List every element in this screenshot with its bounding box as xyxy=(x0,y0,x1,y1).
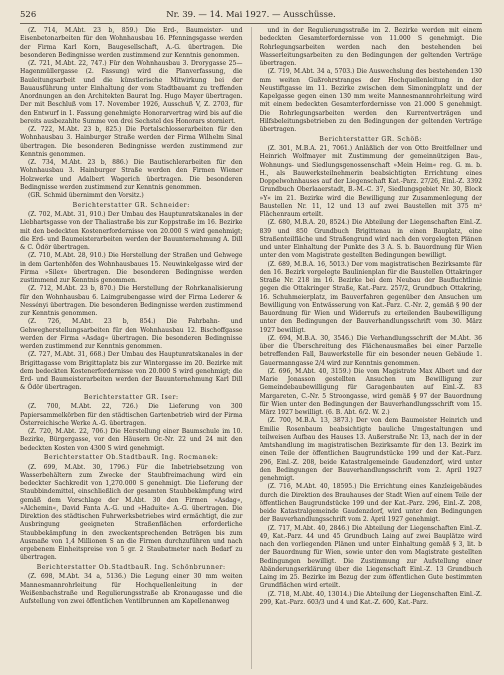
section-heading: Berichterstatter Ob.StadtbauR. Ing. Schönbrunner: xyxy=(36,564,226,571)
paragraph: (Z. 702, M.Abt. 31, 910.) Der Umbau des Hauptunratskanales in der Liebhartsgasse von der Thaliastraße bis zur Koppstraße im 16. Bezirke mit den bedeckten Kostenerfordernisse von 20.000 S wird genehmigt; die Erd- und Baumeisterarbeiten werden der Bauunternehmung A. Dill & C. Ödör übertragen. xyxy=(20,211,243,251)
paragraph: (Z. 680, M.B.A. 20, 8524.) Die Abteilung der Liegenschaften Einl.-Z. 839 und 850 Grundbuch Brigittenau in einen Bauplatz, eine Straßenteilfläche und Straßengrund wird nach den vorgelegten Plänen und unter Einhaltung der Punkte des 3 A. S. b. Bauordnung für Wien unter den vom Magistrate gestellten Bedingungen bewilligt. xyxy=(259,219,482,260)
paragraph: (Z. 698, M.Abt. 34 a, 5136.) Die Legung einer 30 mm weiten Mannesmannrohrleitung für Hochquellenleitung in der Weißenbachstraße und Regulierungsstraße ab Kronaugasse und die Aufstellung von zwei öffentlichen Ventilbrunnen am Kapellenanweg xyxy=(20,573,243,605)
section-heading: Berichterstatter Ob.StadtbauR. Ing. Rocmanek: xyxy=(43,454,219,462)
paragraph: (Z. 712, M.Abt. 23 b, 870.) Die Herstellung der Rohrkanalisierung für den Wohnhausbau 6. Laimgrubengasse wird der Firma Lederer & Nessényi übertragen. Die besonderen Bedingnisse werden zustimmend zur Kenntnis genommen. xyxy=(20,285,243,317)
paragraph: (Z. 714, M.Abt. 23 b, 859.) Die Erd-, Baumeister- und Eisenbetonarbeiten für den Wohnhausbau 16. Pfenningsgasse werden der Firma Karl Korn, Baugesellschaft, A.-G. übertragen. Die besonderen Bedingnisse werden zustimmend zur Kenntnis genommen. xyxy=(20,27,243,59)
paragraph: (Z. 699, M.Abt. 30, 1796.) Für die Inbetriebsetzung von Wasserbehältern zum Zwecke der Staubfreimachung wird ein bedeckter Sachkredit von 1,270.000 S genehmigt. Die Lieferung der Staubbindemittel, einschließlich der gesamten Staubbekämpfung wird gemäß dem Vorschlage der M.Abt. 30 den Firmen »Asdag«, »Alchemin«, David Fanta A.-G. und »Haduite« A.-G. übertragen. Die Direktion des städtischen Fuhrwerksbetriebes wird ermächtigt, die zur Ausbringung geeigneten Straßenflächen erforderliche Staubbekämpfung in den zweckentsprechenden Beträgen bis zum Ausmaße von 1,4 Millionen S an die Firmen durchzuführen und nach ergebenem Einheitspreise von 5 gr. 2 Staubatmeter nach Bedarf zu übertragen. xyxy=(20,463,243,562)
paragraph: (Z. 301, M.B.A. 21, 7061.) Anläßlich der von Otto Breitfellner und Heinrich Wolfmayer mit Zustimmung der gemeinnützigen Bau-, Wohnungs- und Siedlungsgenossenschaft »Mein Heim« reg. G. m. b. H., als Bauwerksteilnehmerin beabsichtigten Errichtung eines Doppelwohnhauses auf der Liegenschaft Kat.-Parz. 27/26, Einl.-Z. 3392 Grundbuch Oberlaaerstadt, B.-M.-C. 37, Siedlungsgebiet Nr. 30, Block »Y« im 21. Bezirke wird die Bewilligung zur Zusammenlegung der Baustellen Nr. 11, 12 und 13 auf zwei Baustellen mit 375 m² Flächenraum erteilt. xyxy=(259,145,482,218)
paragraph: (Z. 734, M.Abt. 23 b, 886.) Die Bautischlerarbeiten für den Wohnhausbau 3. Hainburger Straße werden den Firmen Wiener Holzwerke und Adalbert Wagerich übertragen. Die besonderen Bedingnisse werden zustimmend zur Kenntnis genommen. xyxy=(20,159,243,191)
paragraph: (Z. 721, M.Abt. 22, 747.) Für den Wohnhausbau 3. Drorygasse 25—Hagenmüllergasse (2. Fassung) wird die Planverfassung, die Bauleitungsarbeit und die künstlerische Mitwirkung bei der Bauausführung unter Einhaltung der vom Stadtbauamt zu treffenden Anordnungen an den Architekten Baurat Ing. Hugo Mayer übertragen. Der mit Beschluß vom 17. November 1926, Ausschuß V, Z. 2703, für den Entwurf in 1. Fassung genehmigte Honorarvertrag wird bis auf die bereits ausbezahlte Summe von drei Sechstel des Honorars storniert. xyxy=(20,60,243,125)
paragraph: (Z. 727, M.Abt. 31, 668.) Der Umbau des Hauptunratskanales in der Brigittagasse vom Brigittaplatz bis zur Wintergasse im 20. Bezirke mit dem bedeckten Kostenerfordernisse von 20.000 S wird genehmigt; die Erd- und Baumeisterarbeiten werden der Bauunternehmung Karl Dill & Ödör übertragen. xyxy=(20,351,243,392)
left-column xyxy=(20,27,243,669)
right-column xyxy=(260,27,483,669)
paragraph: (Z. 716, M.Abt. 40, 18595.) Die Errichtung eines Kanzleigebäudes durch die Direktion des Brauhauses der Stadt Wien auf einem Teile der öffentlichen Baugrundstücke 199 und der Kat.-Parz. 296, Einl.-Z. 208, beide Katastralgemeinde Gaudenzdorf, wird unter den Bedingungen der Bauverhandlungsschrift vom 2. April 1927 genehmigt. xyxy=(259,483,482,524)
page-number: 526 xyxy=(20,10,37,20)
paragraph: (Z. 718, M.Abt. 40, 13014.) Die Abteilung der Liegenschaften Einl.-Z. 299, Kat.-Parz. 603/3 und 4 und Kat.-Z. 600, Kat.-Parz. xyxy=(259,590,482,606)
paragraph: (Z. 694, M.B.A. 30, 3546.) Die Verhandlungsschrift der M.Abt. 36 über die Überschreitung des Flächenausmaßes bei einer Parzelle betreffenden Fall, Bauwerkstelle für ein besonder neuen Gebäude 1. Gauermanngasse 2/4 wird zur Kenntnis genommen. xyxy=(259,334,482,367)
page-header xyxy=(20,8,482,24)
paragraph: (Z. 700, M.Abt. 22, 726.) Die Lieferung von 300 Papiersammelkörben für den städtischen Gartenbetrieb wird der Firma Österreichische Werke A.-G. übertragen. xyxy=(20,403,243,427)
paragraph: und in der Regulierungsstraße im 2. Bezirke werden mit einem bedeckten Gesamterfordernisse von 11.000 S genehmigt. Die Rohrlegungsarbeiten werden nach den bestehenden bei Wasserleitungsarbeiten zu den Bedingungen der geltenden Verträge übertragen. xyxy=(259,27,482,67)
text-columns xyxy=(20,27,482,669)
paragraph: (Z. 689, M.B.A. 16, 5013.) Der vom magistratischen Bezirksamte für den 16. Bezirk vorgelegte Baulinienplan für die Baustellen Ottakringer Straße Nr. 218 im 16. Bezirke bei dem Neubau der Baufluchtlinie gegen die Ottakringer Straße, Kat.-Parz. 257/2, Grundbuch Ottakring, 16. Schuhmeierplatz, im Bauverfahren gegenüber den Ansuchen um Bewilligung von Entwässerung von Kat.-Parz. C.-Nr. 2, gemäß § 90 der Bauordnung für Wien und Widerrufs zu erteilenden Baubewilligung unter den Bedingungen der Bauverhandlungsschrift vom 30. März 1927 bewilligt. xyxy=(259,260,482,334)
paragraph: (Z. 719, M.Abt. 34 a, 5703.) Die Auswechslung des bestehenden 130 mm weiten Gußrohrstranges der Hochquellenleitung in der Neustiftgasse im 11. Bezirke zwischen dem Simoningplatz und der Kapelgasse gegen einen 130 mm weite Mannesmannrohrleitung wird mit einem bedeckten Gesamterfordernisse von 21.000 S genehmigt. Die Rohrlegungsarbeiten werden den Kurrentverträgen und Hilfsbeleitungsbetrieben zu den Bedingungen der geltenden Verträge übertragen. xyxy=(259,68,482,133)
paragraph: (Z. 722, M.Abt. 23 b, 825.) Die Portalschlosserarbeiten für den Wohnhausbau 3. Hainburger Straße werden der Firma Wilhelm Sinal übertragen. Die besonderen Bedingnisse werden zustimmend zur Kenntnis genommen. xyxy=(20,126,243,158)
paragraph: (Z. 700, M.B.A. 13, 3873.) Der von dem Baumeister Heinrich und Emilie Rosenbaum beabsichtigte bauliche Umgestaltungen und teilweisen Aufbau des Hauses 13. Außerstraße Nr. 13, nach der in der Amtshandlung im magistratischen Bezirksamte für den 13. Bezirk im einen Teile der öffentlichen Baugrundstücke 199 und der Kat.-Parz. 296, Einl.-Z. 208, beide Katastralgemeinde Gaudenzdorf, wird unter den Bedingungen der Bauverhandlungsschrift vom 2. April 1927 genehmigt. xyxy=(259,417,482,482)
issue-line: Nr. 39. — 14. Mai 1927. — Ausschüsse. xyxy=(166,10,336,20)
section-heading: Berichterstatter GR. Iser: xyxy=(83,394,179,401)
paragraph: (Z. 717, M.Abt. 40, 2846.) Die Abteilung der Liegenschaften Einl.-Z. 49, Kat.-Parz. 44 und 45 Grundbuch Laing auf zwei Bauplätze wird nach den vorliegenden Plänen und unter Einhaltung gemäß § 3, lit. b der Bauordnung für Wien, sowie unter den vom Magistrate gestellten Bedingungen bewilligt. Die Zustimmung zur Aufstellung einer Abänderungserklärung über die Liegenschaft Einl.-Z. 13 Grundbuch Laing im 25. Bezirke im Bezug der zum öffentlichen Gute bestimmten Grundflächen wird erteilt. xyxy=(259,524,482,590)
paragraph: (Z. 726, M.Abt. 23 b, 854.) Die Fahrbahn- und Gehwegherstellungsarbeiten für den Wohnhausbau 12. Bischoffgasse werden der Firma »Asdag« übertragen. Die besonderen Bedingnisse werden zustimmend zur Kenntnis genommen. xyxy=(20,318,243,350)
section-heading: Berichterstatter GR. Schöß: xyxy=(319,135,423,143)
paragraph: (Z. 696, M.Abt. 40, 3159.) Die vom Magistrate Max Albert und der Marie Jonasson gestellten Ansuchen um Bewilligung zur Gemeindebaubewilligung für Garagenbauten auf Einl.-Z. 83 Margareten, C.-Nr. 5 Stroongasse, wird gemäß § 97 der Bauordnung für Wien unter den Bedingungen der Bauverhandlungsschrift vom 15. März 1927 bewilligt. (6. B. Abt. 6/2. W. 2.) xyxy=(259,367,482,416)
paragraph: (GR. Schmid übernimmt den Vorsitz.) xyxy=(28,192,144,199)
column-divider xyxy=(251,27,252,669)
paragraph: (Z. 710, M.Abt. 28, 910.) Die Herstellung der Straßen und Gehwege in dem Gartenhöfen des Wohnhausbaues 15. Neuwinkelgasse wird der Firma »Silex« übertragen. Die besonderen Bedingnisse werden zustimmend zur Kenntnis genommen. xyxy=(20,252,243,284)
paragraph: (Z. 720, M.Abt. 22, 706.) Die Herstellung einer Baumschule im 10. Bezirke, Bürgergasse, vor den Häusern Or.-Nr. 22 und 24 mit den bedeckten Kosten von 4300 S wird genehmigt. xyxy=(20,428,243,452)
section-heading: Berichterstatter GR. Schneider: xyxy=(72,201,190,209)
